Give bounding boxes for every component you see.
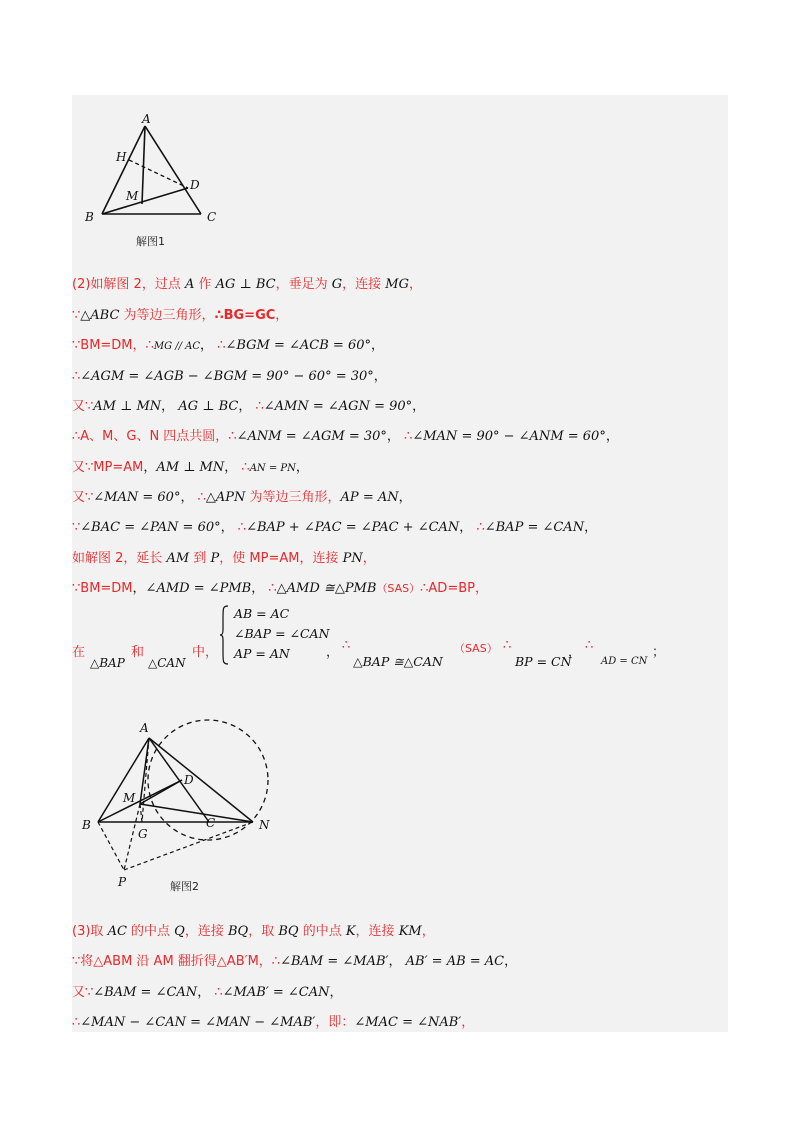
figure-1-diagram xyxy=(80,108,240,248)
figure-1-caption: 解图1 xyxy=(136,235,165,248)
fig2-label-b: B xyxy=(82,818,91,832)
sas-label: （SAS） xyxy=(454,642,498,655)
therefore-3: ∴ xyxy=(585,638,594,653)
comma: ， xyxy=(568,645,582,660)
bp-equals-cn: BP = CN xyxy=(515,654,572,669)
fig1-label-h: H xyxy=(116,150,127,164)
figure-2-caption: 解图2 xyxy=(170,880,199,893)
ad-equals-cn: AD = CN xyxy=(601,656,648,667)
fig2-label-m: M xyxy=(123,791,136,805)
system-row: AB = AC xyxy=(234,606,290,621)
solution-line: (2)如解图 2，过点 A 作 AG ⊥ BC，垂足为 G，连接 MG， xyxy=(72,277,423,292)
word-he: 和 xyxy=(131,645,145,660)
fig2-label-c: C xyxy=(206,816,216,830)
fig1-label-c: C xyxy=(207,210,217,224)
solution-line: 又∵AM ⊥ MN， AG ⊥ BC， ∴∠AMN = ∠AGN = 90°， xyxy=(72,399,426,414)
figure-2-diagram xyxy=(78,712,288,892)
brace-icon xyxy=(220,604,230,666)
solution-line: ∴A、M、G、N 四点共圆，∴∠ANM = ∠AGM = 30°， ∴∠MAN = 90° − ∠ANM = 60°， xyxy=(72,429,619,444)
solution-line: ∵△ABC 为等边三角形，∴BG=GC， xyxy=(72,308,289,323)
solution-line: ∴∠AGM = ∠AGB − ∠BGM = 90° − 60° = 30°， xyxy=(72,369,387,384)
system-row: ∠BAP = ∠CAN xyxy=(234,626,330,641)
fig2-label-g: G xyxy=(138,827,148,841)
solution-line: 如解图 2，延长 AM 到 P，使 MP=AM，连接 PN， xyxy=(72,551,376,566)
semicolon: ； xyxy=(652,645,666,660)
fig1-label-a: A xyxy=(142,112,151,126)
triangle-can: △CAN xyxy=(148,656,186,670)
fig2-label-p: P xyxy=(118,875,127,889)
equation-system xyxy=(226,604,330,664)
fig1-label-b: B xyxy=(85,210,94,224)
system-row: AP = AN xyxy=(234,646,290,661)
solution-line: 又∵∠MAN = 60°， ∴△APN 为等边三角形，AP = AN， xyxy=(72,490,412,505)
congruence-bap-can: △BAP ≅△CAN xyxy=(353,654,443,669)
fig2-label-a: A xyxy=(140,721,149,735)
word-zhong: 中， xyxy=(192,645,219,660)
fig2-label-d: D xyxy=(184,773,194,787)
solution-line: ∵BM=DM，∴MG // AC， ∴∠BGM = ∠ACB = 60°， xyxy=(72,338,385,353)
word-zai: 在 xyxy=(72,645,86,660)
figure-2 xyxy=(78,712,288,892)
solution-line: (3)取 AC 的中点 Q，连接 BQ，取 BQ 的中点 K，连接 KM， xyxy=(72,924,435,939)
fig1-label-d: D xyxy=(190,178,200,192)
therefore-1: ∴ xyxy=(342,638,351,653)
solution-line: 又∵MP=AM，AM ⊥ MN， ∴AN = PN， xyxy=(72,460,309,475)
triangle-bap: △BAP xyxy=(90,656,125,670)
figure-1 xyxy=(80,108,240,248)
solution-line: ∴∠MAN − ∠CAN = ∠MAN − ∠MAB′，即：∠MAC = ∠NAB′， xyxy=(72,1015,475,1030)
solution-line: ∵BM=DM，∠AMD = ∠PMB， ∴△AMD ≅△PMB（SAS）∴AD=BP， xyxy=(72,581,488,596)
solution-line: ∵∠BAC = ∠PAN = 60°， ∴∠BAP + ∠PAC = ∠PAC + ∠CAN， ∴∠BAP = ∠CAN， xyxy=(72,520,598,535)
fig2-label-n: N xyxy=(259,818,270,832)
fig1-label-m: M xyxy=(126,189,139,203)
solution-line: 又∵∠BAM = ∠CAN， ∴∠MAB′ = ∠CAN， xyxy=(72,985,343,1000)
solution-line: ∵将△ABM 沿 AM 翻折得△AB′M，∴∠BAM = ∠MAB′， AB′ = AB = AC， xyxy=(72,954,518,969)
therefore-2: ∴ xyxy=(503,638,512,653)
comma: ， xyxy=(326,645,340,660)
